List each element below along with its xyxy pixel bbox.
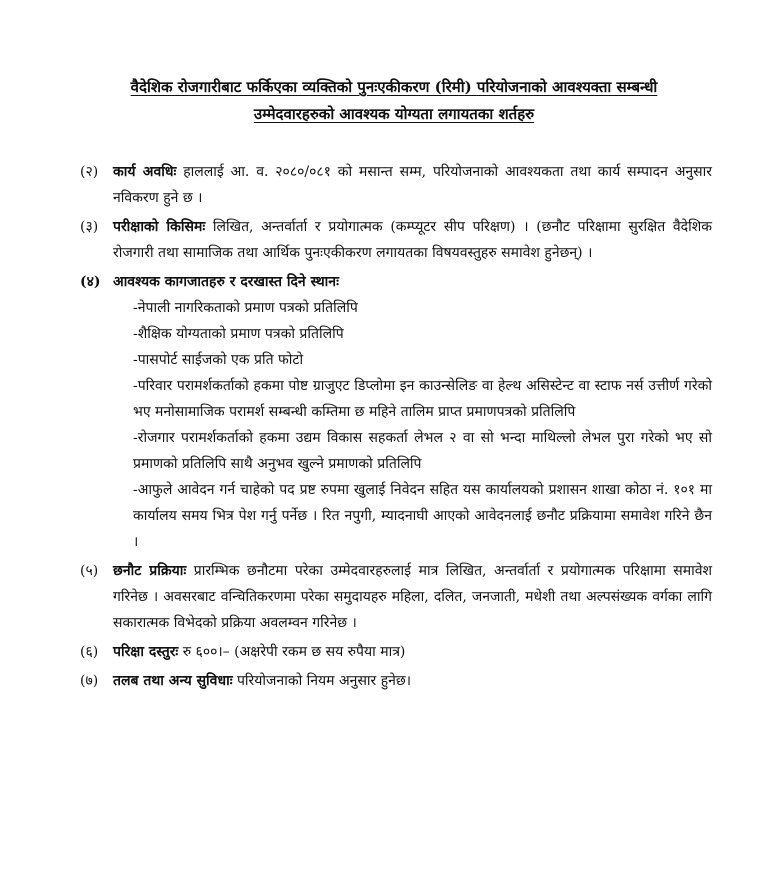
section-exam-type (80, 214, 712, 266)
section-text: रु ६००।– (अक्षरेपी रकम छ सय रुपैया मात्र) (182, 644, 406, 660)
title-line-2: उम्मेदवारहरुको आवश्यक योग्यता लगायतका शर्तहरु (253, 105, 535, 123)
conditions-list (80, 159, 712, 697)
document-title (80, 74, 708, 128)
section-text: हाललाई आ. व. २०८०/०८१ को मसान्त सम्म, परियोजनाको आवश्यकता तथा कार्य सम्पादन अनुसार नविकरण हुने छ । (113, 164, 713, 206)
list-item: -शैक्षिक योग्यताको प्रमाण पत्रको प्रतिलिपि (133, 326, 344, 342)
list-item: -पासपोर्ट साईजको एक प्रति फोटो (133, 352, 304, 368)
section-salary-benefits (80, 668, 712, 694)
list-item: -आफुले आवेदन गर्न चाहेको पद प्रष्ट रुपमा खुलाई निवेदन सहित यस कार्यालयको प्रशासन शाखा कोठा नं. १०१ मा कार्यालय समय भित्र पेश गर्नु पर्नेछ । रित नपुगी, म्यादनाघी आएको आवेदनलाई छनौट प्रक्रियामा समावेश गरिने छैन । (133, 482, 712, 550)
section-heading: परीक्षाको किसिमः (113, 219, 206, 235)
section-body (113, 668, 712, 694)
section-body (113, 558, 712, 636)
section-number: (५) (80, 563, 99, 579)
section-text: प्रारम्भिक छनौटमा परेका उम्मेदवारहरुलाई मात्र लिखित, अन्तर्वार्ता र प्रयोगात्मक परिक्षामा समावेश गरिनेछ । अवसरबाट वन्चितिकरणमा परेका समुदायहरु महिला, दलित, जनजाती, मधेशी तथा अल्पसंख्यक वर्गका लागि सकारात्मक विभेदको प्रक्रिया अवलम्वन गरिनेछ । (113, 563, 713, 631)
section-body (113, 159, 712, 211)
section-text: लिखित, अन्तर्वार्ता र प्रयोगात्मक (कम्प्यूटर सीप परिक्षण) । (छनौट परिक्षामा सुरक्षित वैदेशिक रोजगारी तथा सामाजिक तथा आर्थिक पुनःएकीकरण लगायतका विषयवस्तुहरु समावेश हुनेछन्) । (113, 219, 713, 261)
section-heading: परिक्षा दस्तुरः (113, 644, 179, 660)
section-number: (६) (80, 644, 99, 660)
section-number: (३) (80, 219, 99, 235)
list-item: -रोजगार परामर्शकर्ताको हकमा उद्यम विकास सहकर्ता लेभल २ वा सो भन्दा माथिल्लो लेभल पुरा गरेको भए सो प्रमाणको प्रतिलिपि साथै अनुभव खुल्ने प्रमाणको प्रतिलिपि (133, 430, 712, 472)
document-bullet-list (113, 295, 712, 555)
section-heading: तलब तथा अन्य सुविधाः (113, 673, 233, 689)
section-number: (७) (80, 673, 99, 689)
section-required-documents (80, 269, 712, 555)
section-body (113, 214, 712, 266)
section-heading: छनौट प्रक्रियाः (113, 563, 187, 579)
section-body (113, 639, 712, 665)
list-item: -परिवार परामर्शकर्ताको हकमा पोष्ट ग्राजुएट डिप्लोमा इन काउन्सेलिङ वा हेल्थ असिस्टेन्ट वा स्टाफ नर्स उत्तीर्ण गरेको भए मनोसामाजिक परामर्श सम्बन्धी कम्तिमा छ महिने तालिम प्राप्त प्रमाणपत्रको प्रतिलिपि (133, 378, 712, 420)
section-exam-fee (80, 639, 712, 665)
section-heading: आवश्यक कागजातहरु र दरखास्त दिने स्थानः (113, 274, 339, 290)
section-heading: कार्य अवधिः (113, 164, 177, 180)
section-work-duration (80, 159, 712, 211)
list-item: -नेपाली नागरिकताको प्रमाण पत्रको प्रतिलिपि (133, 300, 358, 316)
section-number: (४) (80, 274, 101, 290)
section-number: (२) (80, 164, 99, 180)
section-text: परियोजनाको नियम अनुसार हुनेछ। (236, 673, 412, 689)
title-line-1: वैदेशिक रोजगारीबाट फर्किएका व्यक्तिको पुनःएकीकरण (रिमी) परियोजनाको आवश्यक्ता सम्बन्धी (130, 78, 658, 96)
section-selection-process (80, 558, 712, 636)
